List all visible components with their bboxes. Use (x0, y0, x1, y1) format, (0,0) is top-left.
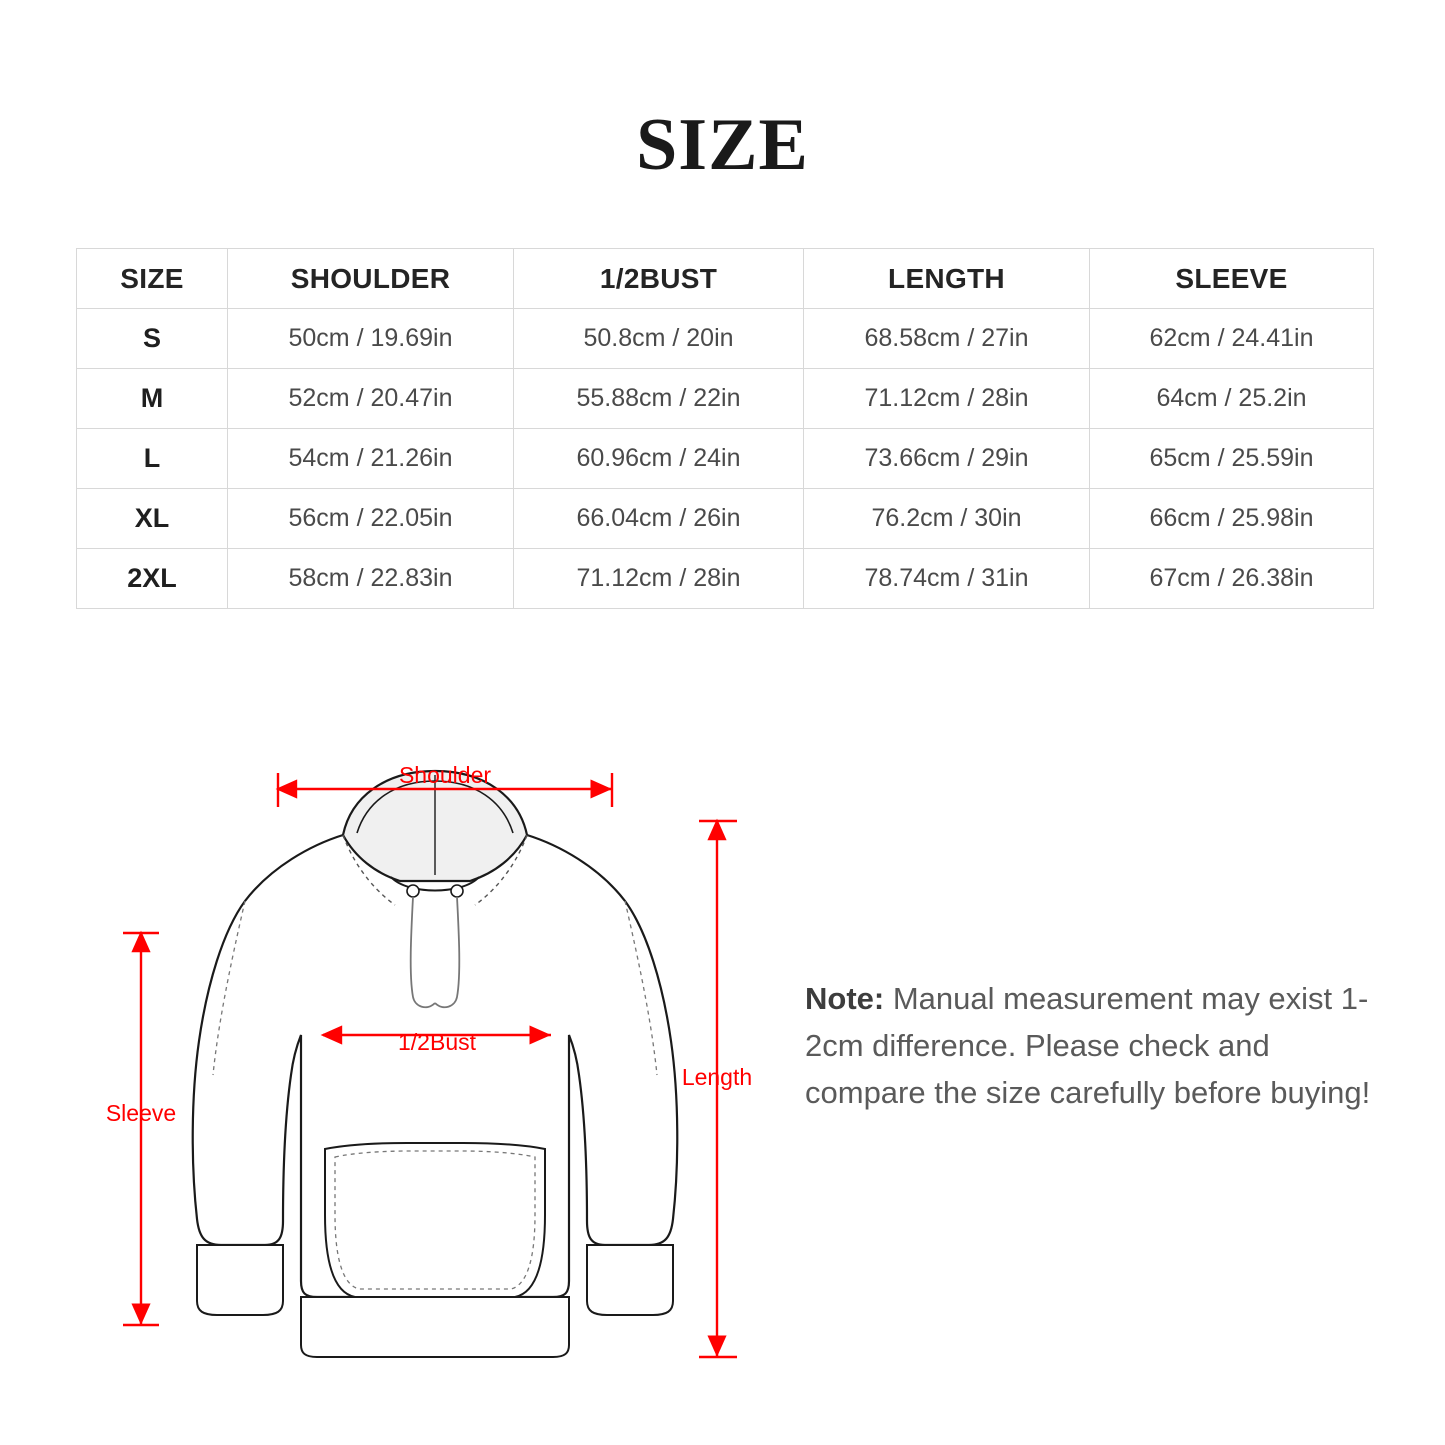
cell-length: 73.66cm / 29in (804, 429, 1090, 489)
cell-bust: 55.88cm / 22in (514, 369, 804, 429)
column-header-bust: 1/2BUST (514, 249, 804, 309)
cell-bust: 66.04cm / 26in (514, 489, 804, 549)
column-header-sleeve: SLEEVE (1090, 249, 1374, 309)
cell-sleeve: 64cm / 25.2in (1090, 369, 1374, 429)
sleeve-measure-arrow (123, 933, 159, 1325)
cell-sleeve: 65cm / 25.59in (1090, 429, 1374, 489)
note-text: Manual measurement may exist 1-2cm difference. Please check and compare the size carefully before buying! (805, 981, 1371, 1111)
label-sleeve: Sleeve (105, 1100, 177, 1126)
label-length: Length (681, 1064, 753, 1090)
size-chart-table (76, 248, 1374, 609)
cell-sleeve: 66cm / 25.98in (1090, 489, 1374, 549)
table-row (77, 369, 1374, 429)
cell-length: 76.2cm / 30in (804, 489, 1090, 549)
cell-shoulder: 50cm / 19.69in (228, 309, 514, 369)
cell-size: M (77, 369, 228, 429)
cell-size: 2XL (77, 549, 228, 609)
cell-sleeve: 67cm / 26.38in (1090, 549, 1374, 609)
cell-length: 78.74cm / 31in (804, 549, 1090, 609)
cell-shoulder: 56cm / 22.05in (228, 489, 514, 549)
column-header-shoulder: SHOULDER (228, 249, 514, 309)
hoodie-illustration (193, 771, 678, 1357)
cell-size: XL (77, 489, 228, 549)
cell-shoulder: 54cm / 21.26in (228, 429, 514, 489)
cell-shoulder: 58cm / 22.83in (228, 549, 514, 609)
table-row (77, 489, 1374, 549)
table-row (77, 309, 1374, 369)
label-shoulder: Shoulder (398, 762, 492, 788)
table-row (77, 429, 1374, 489)
cell-length: 71.12cm / 28in (804, 369, 1090, 429)
column-header-length: LENGTH (804, 249, 1090, 309)
cell-bust: 50.8cm / 20in (514, 309, 804, 369)
table-header-row (77, 249, 1374, 309)
cell-bust: 60.96cm / 24in (514, 429, 804, 489)
cell-size: S (77, 309, 228, 369)
cell-length: 68.58cm / 27in (804, 309, 1090, 369)
cell-size: L (77, 429, 228, 489)
column-header-size: SIZE (77, 249, 228, 309)
cell-shoulder: 52cm / 20.47in (228, 369, 514, 429)
table-row (77, 549, 1374, 609)
cell-bust: 71.12cm / 28in (514, 549, 804, 609)
measurement-diagram (95, 745, 775, 1385)
page-title: SIZE (636, 104, 809, 186)
label-bust: 1/2Bust (398, 1029, 476, 1055)
note-prefix: Note: (805, 981, 885, 1016)
cell-sleeve: 62cm / 24.41in (1090, 309, 1374, 369)
measurement-note (805, 975, 1375, 1116)
